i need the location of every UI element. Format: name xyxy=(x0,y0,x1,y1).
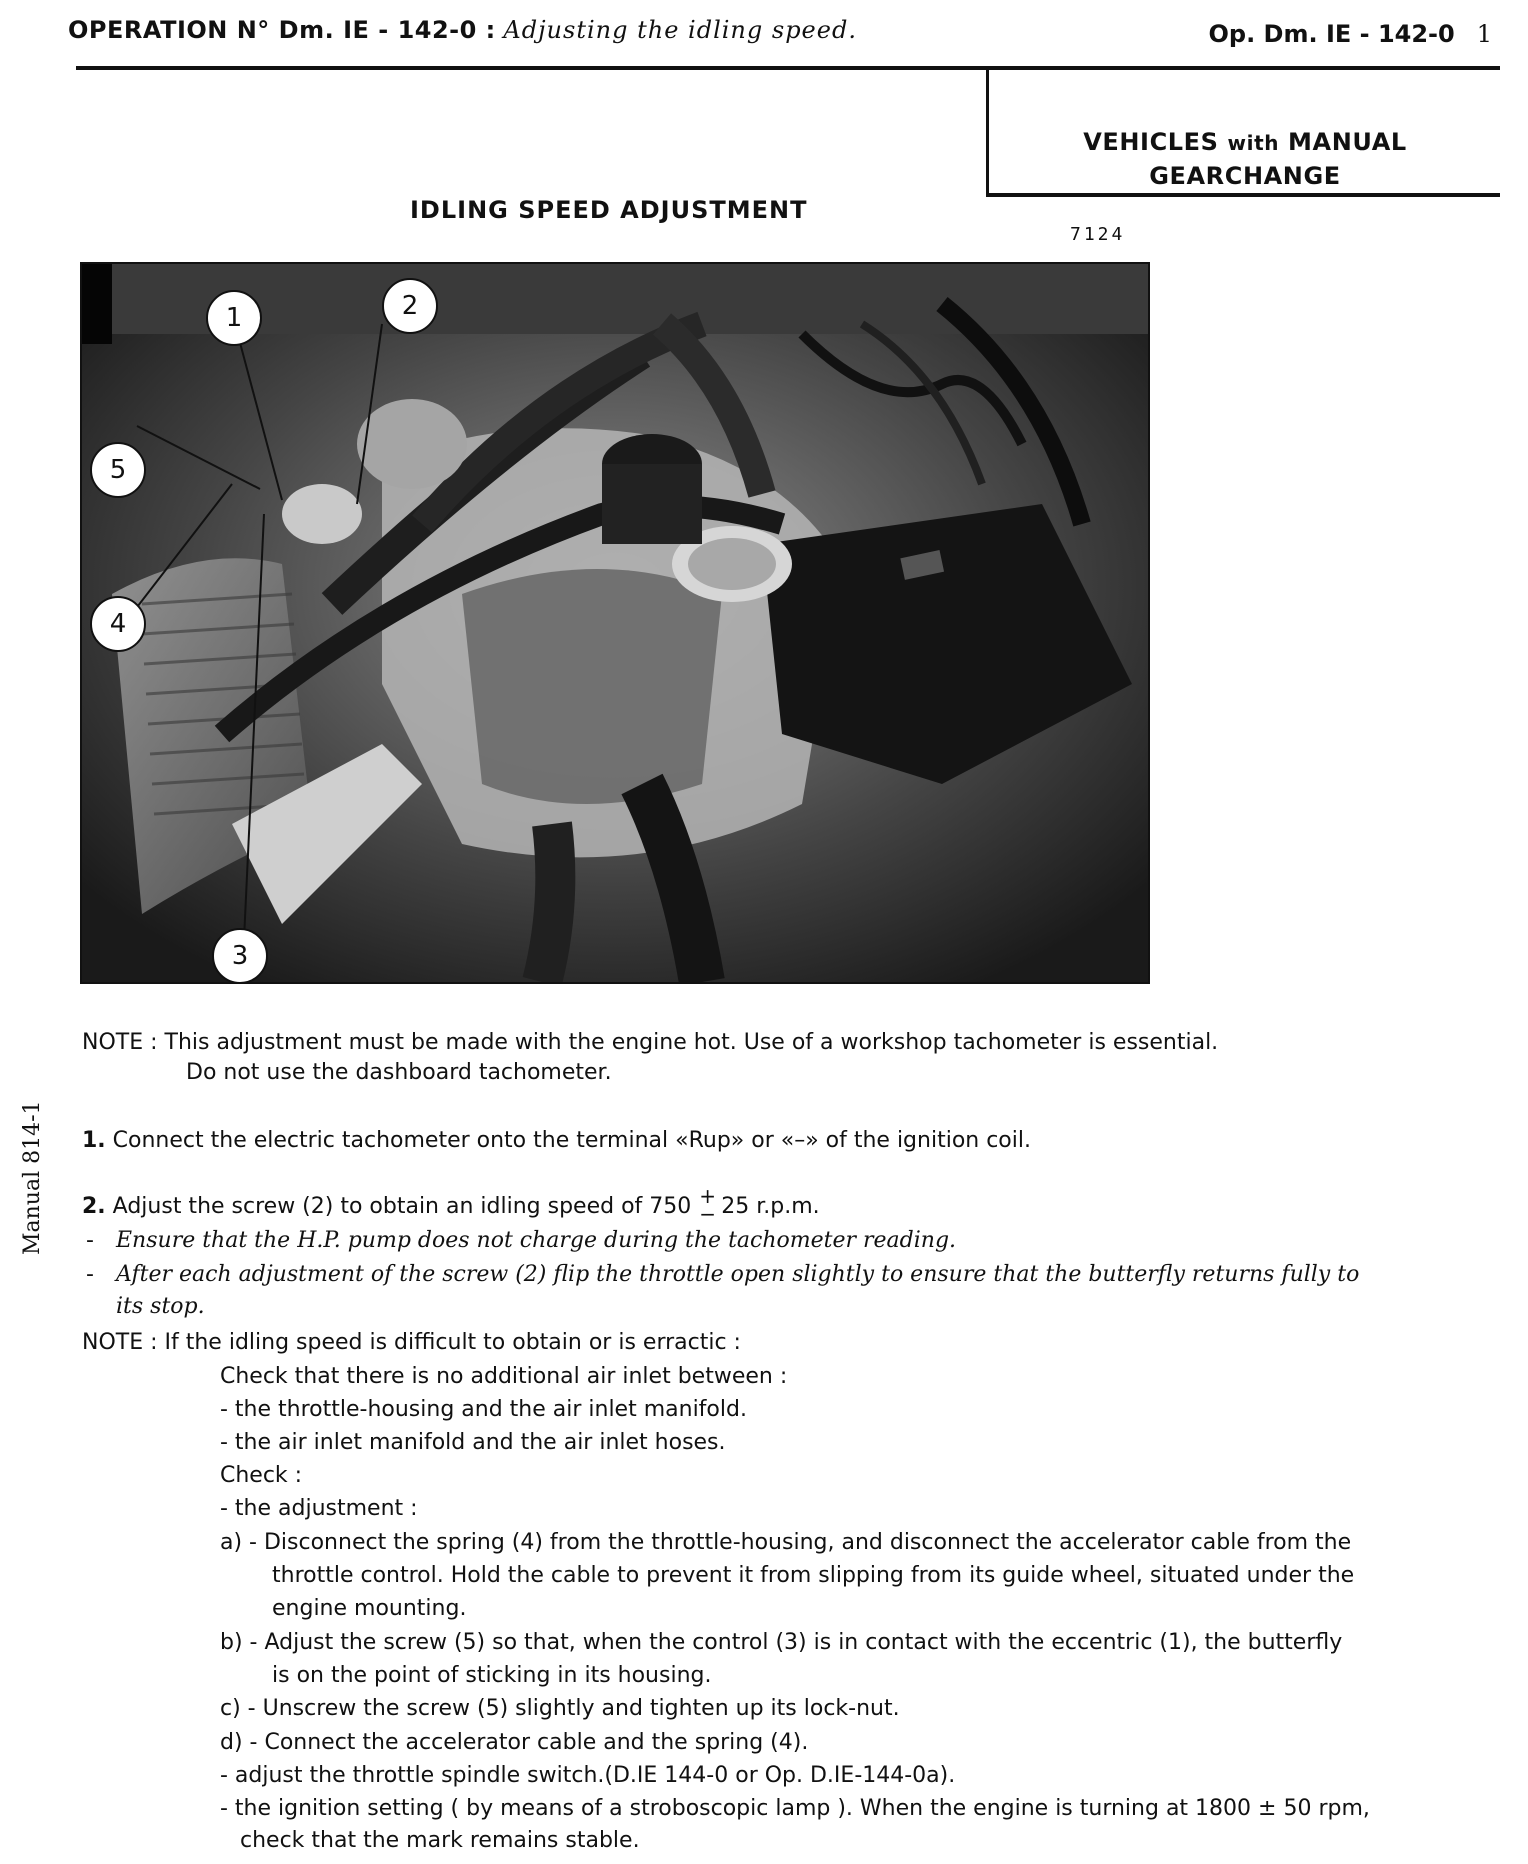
plus-sign: + xyxy=(699,1184,717,1208)
page-number: 1 xyxy=(1476,20,1492,48)
vehicle-box-border-left xyxy=(986,70,989,196)
vehicle-word-manual: MANUAL xyxy=(1288,128,1407,156)
step-1 xyxy=(82,1124,1031,1157)
callout-1: 1 xyxy=(206,290,262,346)
section-title: IDLING SPEED ADJUSTMENT xyxy=(410,196,808,224)
step-2-italic-2a: After each adjustment of the screw (2) flip the throttle open slightly to ensure that the butterfly returns fully to xyxy=(116,1262,1360,1287)
sub-step-a-line-1: a) - Disconnect the spring (4) from the throttle-housing, and disconnect the accelerator cable from the xyxy=(220,1530,1352,1555)
vehicle-line-2: GEARCHANGE xyxy=(1149,162,1341,190)
engine-bay-photo xyxy=(80,262,1150,984)
operation-ref-code: Op. Dm. IE - 142-0 xyxy=(1208,20,1455,48)
operation-number: OPERATION N° Dm. IE - 142-0 : xyxy=(68,16,496,44)
callout-4: 4 xyxy=(90,596,146,652)
vehicle-line-1 xyxy=(990,126,1500,160)
sub-step-c: c) - Unscrew the screw (5) slightly and tighten up its lock-nut. xyxy=(220,1696,900,1721)
note-2-item-2: - the air inlet manifold and the air inlet hoses. xyxy=(220,1430,726,1455)
step-2-dash-2: - xyxy=(86,1262,94,1287)
step-2-italic-1: Ensure that the H.P. pump does not charge during the tachometer reading. xyxy=(116,1228,957,1253)
sub-step-d: d) - Connect the accelerator cable and the spring (4). xyxy=(220,1730,809,1755)
step-2-number: 2. xyxy=(82,1194,106,1219)
sub-step-a-line-2: throttle control. Hold the cable to prevent it from slipping from its guide wheel, situated under the xyxy=(272,1563,1355,1588)
figure-number: 7124 xyxy=(1070,224,1126,245)
step-2-text-b: 25 r.p.m. xyxy=(721,1194,820,1219)
step-2-dash-1: - xyxy=(86,1228,94,1253)
check-throttle-switch: - adjust the throttle spindle switch.(D.IE 144-0 or Op. D.IE-144-0a). xyxy=(220,1763,956,1788)
note-line-2: Do not use the dashboard tachometer. xyxy=(186,1060,612,1085)
step-2 xyxy=(82,1184,820,1226)
manual-side-label: Manual 814-1 xyxy=(20,1100,45,1255)
vehicle-applicability xyxy=(990,126,1500,193)
check-ignition-line-2: check that the mark remains stable. xyxy=(240,1828,640,1853)
note-line-1: NOTE : This adjustment must be made with the engine hot. Use of a workshop tachometer is essential. xyxy=(82,1030,1219,1055)
vehicle-word: VEHICLES xyxy=(1083,128,1219,156)
operation-header xyxy=(68,16,857,44)
callout-3: 3 xyxy=(212,928,268,984)
operation-reference xyxy=(1209,20,1493,48)
step-1-number: 1. xyxy=(82,1128,106,1153)
minus-sign: − xyxy=(699,1202,717,1226)
operation-title: Adjusting the idling speed. xyxy=(503,16,857,44)
note-2-check-1: Check that there is no additional air inlet between : xyxy=(220,1364,788,1389)
note-2-check-2: Check : xyxy=(220,1463,303,1488)
step-1-text: Connect the electric tachometer onto the terminal «Rup» or «–» of the ignition coil. xyxy=(112,1128,1031,1153)
engine-bay-illustration xyxy=(82,264,1148,982)
sub-step-b-line-1: b) - Adjust the screw (5) so that, when the control (3) is in contact with the eccentric (1), the butterfly xyxy=(220,1630,1343,1655)
header-rule xyxy=(76,66,1500,70)
callout-5: 5 xyxy=(90,442,146,498)
vehicle-box-border-bottom xyxy=(986,193,1500,197)
note-2-item-3: - the adjustment : xyxy=(220,1496,418,1521)
note-2-intro: NOTE : If the idling speed is difficult to obtain or is erractic : xyxy=(82,1330,741,1355)
plus-minus-symbol xyxy=(698,1184,717,1226)
check-ignition-line-1: - the ignition setting ( by means of a stroboscopic lamp ). When the engine is turning at 1800 ± 50 rpm, xyxy=(220,1796,1370,1821)
sub-step-a-line-3: engine mounting. xyxy=(272,1596,467,1621)
vehicle-word-with: with xyxy=(1227,131,1280,155)
callout-2: 2 xyxy=(382,278,438,334)
sub-step-b-line-2: is on the point of sticking in its housing. xyxy=(272,1663,712,1688)
note-2-item-1: - the throttle-housing and the air inlet manifold. xyxy=(220,1397,747,1422)
step-2-italic-2b: its stop. xyxy=(116,1294,205,1319)
step-2-text-a: Adjust the screw (2) to obtain an idling speed of 750 xyxy=(112,1194,692,1219)
